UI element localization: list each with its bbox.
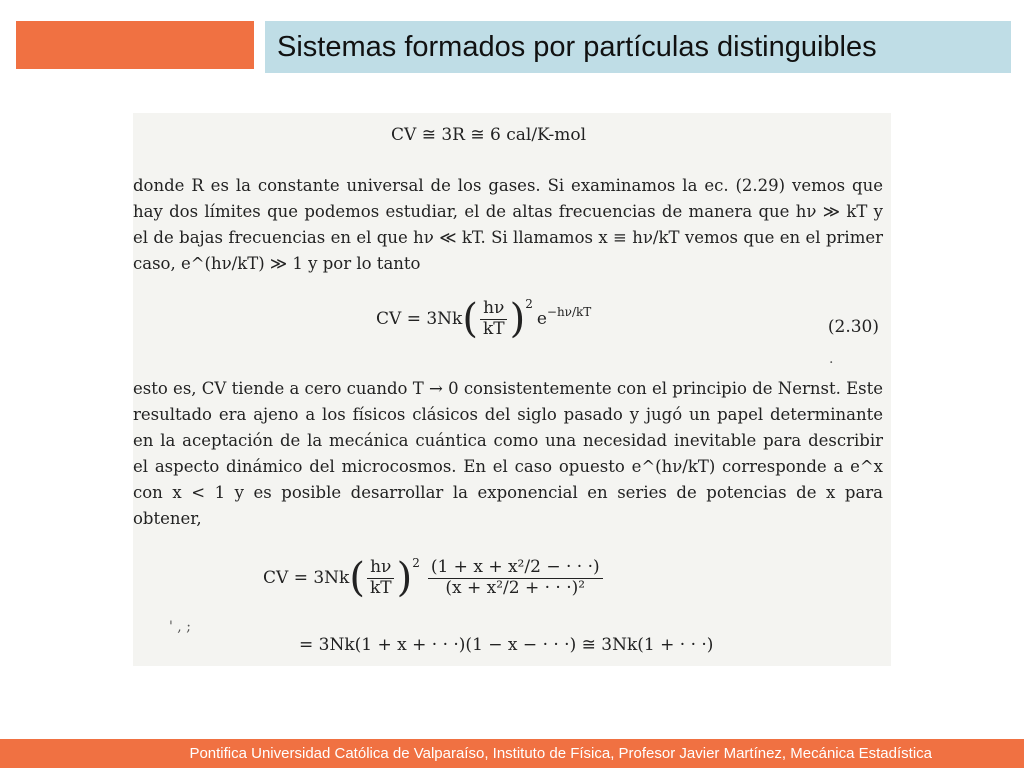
equation-2-30 bbox=[376, 296, 592, 343]
paragraph-limits: donde R es la constante universal de los gases. Si examinamos la ec. (2.29) vemos que hay dos límites que podemos estudiar, el de altas frecuencias de manera que hν ≫ kT y el de bajas frecuencias en el que hν ≪ kT. Si llamamos x ≡ hν/kT vemos que en el primer caso, e^(hν/kT) ≫ 1 y por lo tanto bbox=[133, 176, 883, 273]
fraction-denominator: kT bbox=[482, 318, 505, 339]
equation-2-30-left: CV = 3Nk bbox=[376, 309, 463, 330]
series-denominator: (x + x²/2 + · · ·)² bbox=[445, 577, 586, 598]
left-paren: ( bbox=[349, 555, 365, 602]
scan-speck: ' , ; bbox=[169, 619, 191, 635]
fraction-hnu-kt bbox=[367, 558, 395, 598]
fraction-hnu-kt bbox=[480, 299, 508, 339]
scanned-textbook-page bbox=[133, 113, 891, 666]
left-paren: ( bbox=[462, 296, 478, 343]
exponential-exponent: −hν/kT bbox=[546, 305, 592, 320]
right-paren: ) bbox=[396, 555, 413, 602]
fraction-numerator: hν bbox=[480, 299, 507, 320]
footer-bar bbox=[0, 739, 1024, 768]
equation-series-expansion bbox=[263, 555, 605, 602]
right-paren: ) bbox=[509, 296, 526, 343]
fraction-numerator: hν bbox=[367, 558, 394, 579]
exponential-base: e bbox=[536, 309, 547, 330]
equation-final-left: CV = 3Nk bbox=[263, 568, 350, 589]
slide-title: Sistemas formados por partículas distinguibles bbox=[277, 30, 877, 63]
equation-cv-approx: CV ≅ 3R ≅ 6 cal/K-mol bbox=[391, 125, 587, 145]
series-fraction bbox=[428, 558, 603, 598]
square-exponent: 2 bbox=[525, 297, 533, 312]
equation-series-result: = 3Nk(1 + x + · · ·)(1 − x − · · ·) ≅ 3Nk(1 + · · ·) bbox=[299, 635, 714, 655]
equation-number: (2.30) bbox=[827, 317, 879, 337]
square-exponent: 2 bbox=[412, 556, 420, 571]
paragraph-nernst: esto es, CV tiende a cero cuando T → 0 consistentemente con el principio de Nernst. Este resultado era ajeno a los físicos clásicos del siglo pasado y jugó un papel determinante en la aceptación de la mecánica cuántica como una necesidad inevitable para describir el aspecto dinámico del microcosmos. En el caso opuesto e^(hν/kT) corresponde a e^x con x < 1 y es posible desarrollar la exponencial en series de potencias de x para obtener, bbox=[133, 379, 883, 528]
title-box bbox=[265, 21, 1011, 73]
fraction-denominator: kT bbox=[369, 577, 392, 598]
scan-speck: . bbox=[829, 351, 834, 367]
footer-credits: Pontifica Universidad Católica de Valparaíso, Instituto de Física, Profesor Javier Martínez, Mecánica Estadística bbox=[189, 745, 932, 762]
accent-bar bbox=[16, 21, 254, 69]
series-numerator: (1 + x + x²/2 − · · ·) bbox=[428, 558, 603, 579]
